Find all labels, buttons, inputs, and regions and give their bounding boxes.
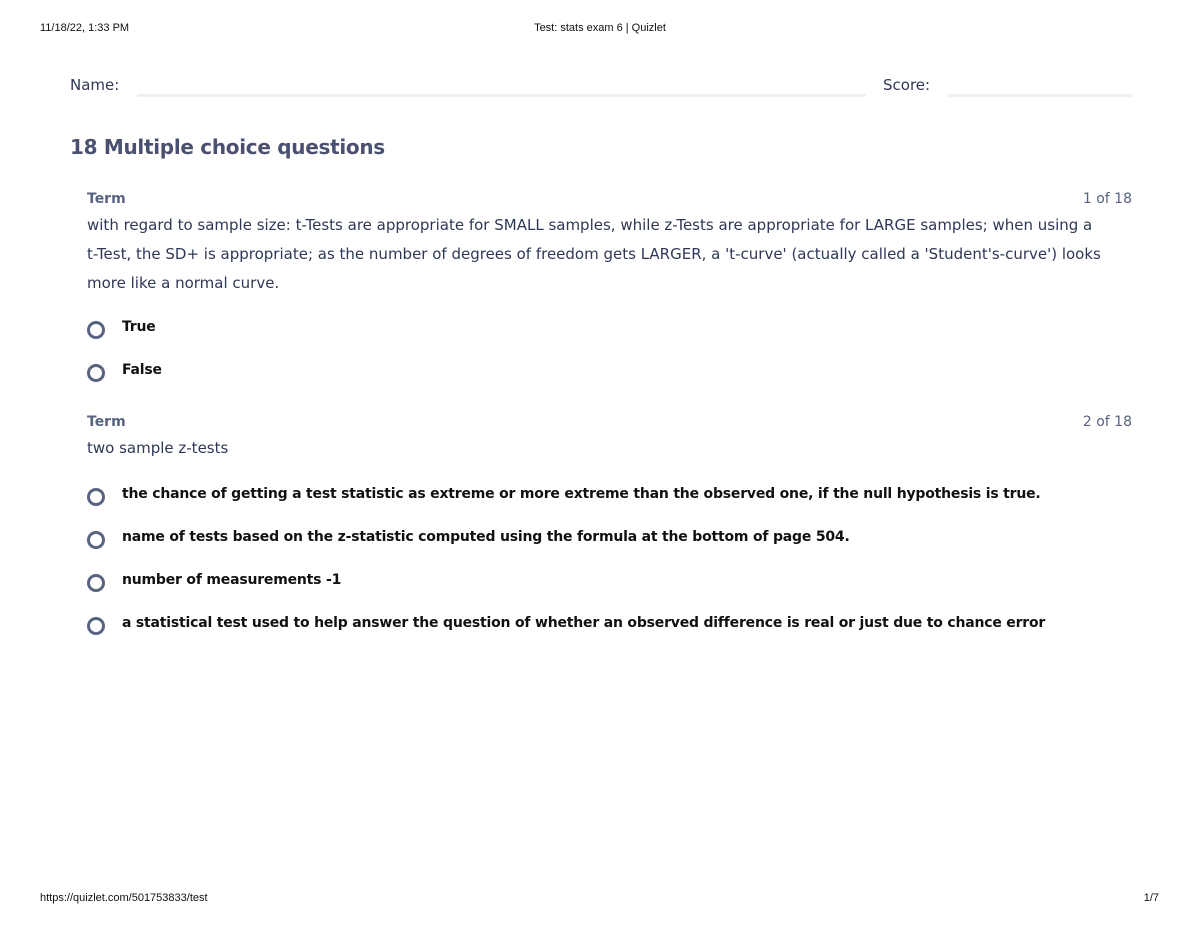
question-card-1 [87, 191, 1132, 391]
print-url: https://quizlet.com/501753833/test [40, 892, 208, 904]
print-page-number: 1/7 [1143, 892, 1159, 904]
radio-circle-icon[interactable] [87, 321, 105, 339]
score-field[interactable] [948, 94, 1132, 97]
print-footer [0, 892, 1200, 906]
answer-option-label: True [122, 319, 156, 335]
radio-circle-icon[interactable] [87, 364, 105, 382]
answer-option-b[interactable] [87, 529, 1127, 553]
term-label: Term [87, 414, 126, 430]
name-label: Name: [70, 76, 120, 94]
question-card-2 [87, 414, 1132, 644]
answer-option-a[interactable] [87, 486, 1127, 510]
answer-option-label: False [122, 362, 162, 378]
answer-option-label: number of measurements -1 [122, 572, 342, 588]
print-header [0, 22, 1200, 36]
term-label: Term [87, 191, 126, 207]
print-datetime: 11/18/22, 1:33 PM [40, 22, 130, 34]
question-counter: 1 of 18 [1082, 191, 1132, 207]
answer-option-c[interactable] [87, 572, 1127, 596]
answer-option-label: the chance of getting a test statistic as extreme or more extreme than the observed one, if the null hypothesis is true. [122, 486, 1041, 502]
radio-circle-icon[interactable] [87, 617, 105, 635]
radio-circle-icon[interactable] [87, 488, 105, 506]
radio-circle-icon[interactable] [87, 531, 105, 549]
name-field[interactable] [137, 94, 866, 97]
answer-option-false[interactable] [87, 362, 1127, 386]
question-counter: 2 of 18 [1082, 414, 1132, 430]
answer-option-d[interactable] [87, 615, 1127, 639]
name-score-row [70, 74, 1132, 100]
answer-option-label: a statistical test used to help answer the question of whether an observed difference is real or just due to chance error [122, 615, 1046, 631]
question-text: with regard to sample size: t-Tests are appropriate for SMALL samples, while z-Tests are appropriate for LARGE samples; when using a t-Test, the SD+ is appropriate; as the number of degrees of freedom gets LARGER, a 't-curve' (actually called a 'Student's-curve') looks more like a normal curve. [87, 216, 1101, 292]
answer-option-label: name of tests based on the z-statistic computed using the formula at the bottom of page 504. [122, 529, 850, 545]
radio-circle-icon[interactable] [87, 574, 105, 592]
answer-option-true[interactable] [87, 319, 1127, 343]
score-label: Score: [883, 76, 931, 94]
question-text: two sample z-tests [87, 439, 229, 457]
print-page-title: Test: stats exam 6 | Quizlet [534, 22, 666, 34]
section-title: 18 Multiple choice questions [70, 135, 385, 159]
